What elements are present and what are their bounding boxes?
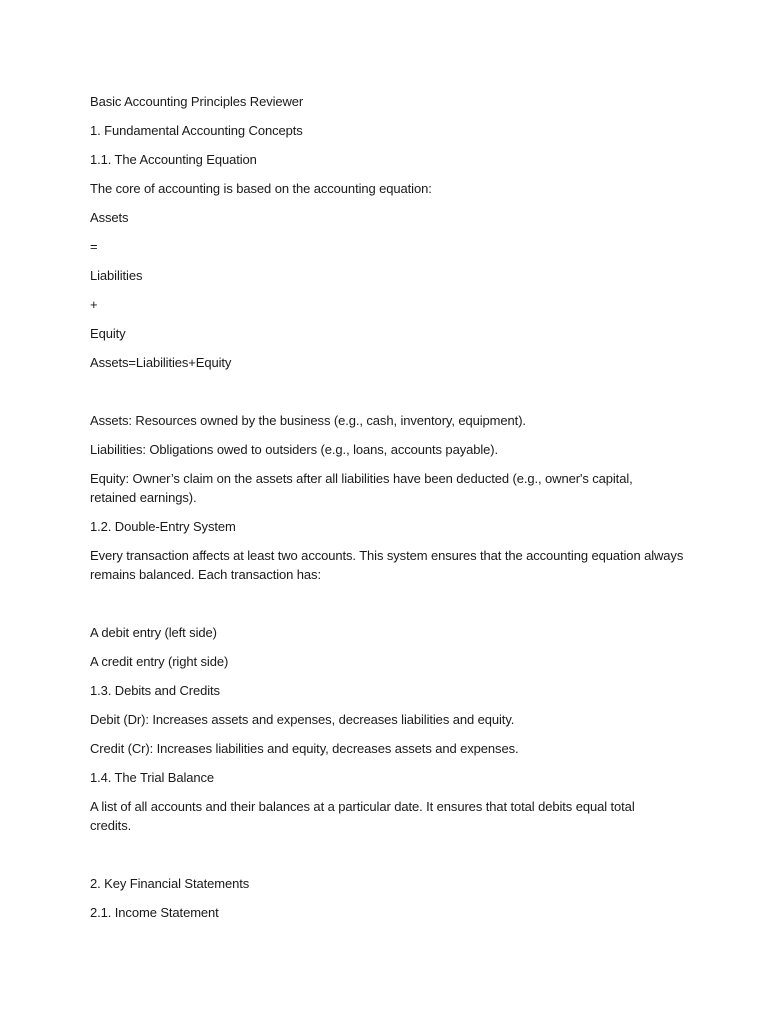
definition-liabilities: Liabilities: Obligations owed to outsiders (e.g., loans, accounts payable). bbox=[90, 442, 499, 457]
trial-balance-description bbox=[90, 797, 690, 835]
credit-entry-item: A credit entry (right side) bbox=[90, 654, 229, 669]
definition-equity-line-1: Equity: Owner’s claim on the assets after all liabilities have been deducted (e.g., owner's capital, bbox=[90, 471, 633, 486]
trial-balance-line-2: credits. bbox=[90, 818, 132, 833]
section-2-heading: 2. Key Financial Statements bbox=[90, 876, 250, 891]
section-1-heading: 1. Fundamental Accounting Concepts bbox=[90, 123, 303, 138]
section-2-1-heading: 2.1. Income Statement bbox=[90, 905, 219, 920]
trial-balance-line-1: A list of all accounts and their balances at a particular date. It ensures that total debits equal total bbox=[90, 799, 635, 814]
section-1-1-heading: 1.1. The Accounting Equation bbox=[90, 152, 257, 167]
document-title: Basic Accounting Principles Reviewer bbox=[90, 94, 304, 109]
equation-assets: Assets bbox=[90, 210, 129, 225]
equation-inline: Assets=Liabilities+Equity bbox=[90, 355, 232, 370]
definition-equity-line-2: retained earnings). bbox=[90, 490, 197, 505]
definition-assets: Assets: Resources owned by the business (e.g., cash, inventory, equipment). bbox=[90, 413, 526, 428]
accounting-equation-intro: The core of accounting is based on the accounting equation: bbox=[90, 181, 432, 196]
section-1-4-heading: 1.4. The Trial Balance bbox=[90, 770, 215, 785]
definition-equity bbox=[90, 469, 690, 507]
debit-entry-item: A debit entry (left side) bbox=[90, 625, 217, 640]
equation-liabilities: Liabilities bbox=[90, 268, 143, 283]
double-entry-description bbox=[90, 546, 690, 584]
section-1-2-heading: 1.2. Double-Entry System bbox=[90, 519, 236, 534]
double-entry-line-1: Every transaction affects at least two accounts. This system ensures that the accounting equation always bbox=[90, 548, 684, 563]
equation-equals-sign: = bbox=[90, 239, 98, 254]
debit-definition: Debit (Dr): Increases assets and expenses, decreases liabilities and equity. bbox=[90, 712, 515, 727]
document-body bbox=[90, 92, 690, 922]
credit-definition: Credit (Cr): Increases liabilities and equity, decreases assets and expenses. bbox=[90, 741, 519, 756]
section-1-3-heading: 1.3. Debits and Credits bbox=[90, 683, 220, 698]
equation-equity: Equity bbox=[90, 326, 126, 341]
equation-plus-sign: + bbox=[90, 297, 98, 312]
double-entry-line-2: remains balanced. Each transaction has: bbox=[90, 567, 321, 582]
